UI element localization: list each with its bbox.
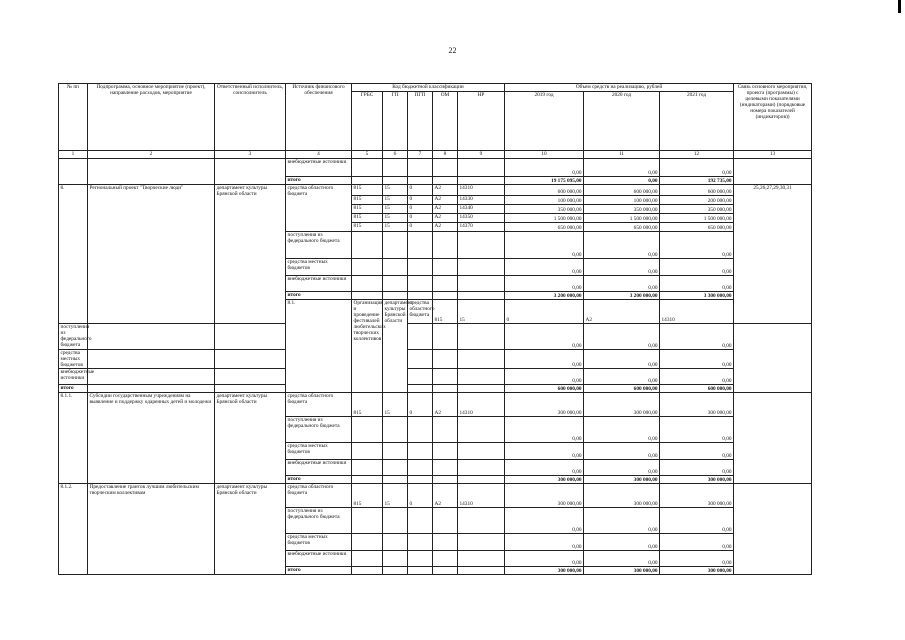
col-number: 5 (352, 151, 383, 159)
header-year: 2021 год (660, 92, 734, 151)
header-year: 2019 год (505, 92, 584, 151)
item-number: 8.1.2. (59, 484, 88, 575)
table-row: итого 300 000,00 300 000,00 300 000,00 (287, 476, 732, 484)
table-row: средства местных бюджетов 0,00 0,00 0,00 (60, 350, 732, 369)
col-number: 8 (433, 151, 458, 159)
table-row: внебюджетные источники 0,00 0,00 0,00 (59, 159, 812, 177)
table-row: 815 15 0 А2 14370 650 000,00 650 000,00 650 000,00 (353, 223, 732, 231)
page-number: 22 (448, 46, 457, 55)
executor-cell: департамент культуры Брянской области (215, 185, 286, 324)
table-row: внебюджетные источники 0,00 0,00 0,00 (287, 551, 732, 567)
item-name: Организация и проведение фестивалей любительских творческих коллективов (352, 300, 383, 393)
table-row: поступления из федерального бюджета 0,00 0,00 0,00 (287, 508, 732, 534)
col-number: 12 (660, 151, 734, 159)
item-name: Региональный проект "Творческие люди" (88, 185, 215, 324)
table-row: поступления из федерального бюджета 0,00 0,00 0,00 (60, 324, 732, 349)
executor-cell: департамент культуры Брянской области (215, 393, 286, 484)
table-row: итого 600 000,00 600 000,00 600 000,00 (60, 385, 732, 393)
header-code: ОМ (433, 92, 458, 151)
table-row: 8. Региональный проект "Творческие люди" департамент культуры Брянской области средства областного бюджета 815 15 0 А2 14310 600 000,00 600 000,00 600 000,00 25,26,27,29,30,31 (59, 185, 812, 196)
header-volume-group: Объем средств на реализацию, рублей (505, 84, 734, 92)
col-number: 10 (505, 151, 584, 159)
table-row: 815 15 0 А2 14350 1 500 000,00 1 500 000,00 1 500 000,00 (353, 214, 732, 222)
source-cell: средства областного бюджета (286, 185, 352, 232)
header-program: Подпрограмма, основное мероприятие (проект), направление расходов, мероприятие (88, 84, 215, 151)
col-number: 4 (286, 151, 352, 159)
col-number: 9 (458, 151, 505, 159)
item-name: Субсидии государственным учреждениям на выявление и поддержку одаренных детей и молодежи (88, 393, 215, 484)
indicator-links: 25,26,27,29,30,31 (734, 185, 812, 324)
executor-cell: департамент культуры Брянской области (383, 300, 408, 393)
col-number: 7 (408, 151, 433, 159)
executor-cell: департамент культуры Брянской области (215, 484, 286, 575)
table-row: 815 15 0 А2 14340 350 000,00 350 000,00 350 000,00 (353, 205, 732, 213)
table-row: итого 300 000,00 300 000,00 300 000,00 (287, 567, 732, 575)
table-row: внебюджетные источники 0,00 0,00 0,00 (287, 276, 732, 291)
col-number: 11 (584, 151, 660, 159)
item-number: 8.1.1. (59, 393, 88, 484)
col-number: 2 (88, 151, 215, 159)
header-no: № пп (59, 84, 88, 151)
col-number: 3 (215, 151, 286, 159)
table-row: 8.1.2. Предоставление грантов лучшим любительским творческим коллективам департамент культуры Брянской области средства областного бюджета 815 15 0 А2 14310 300 000,00 300 000,00 300 000,00 (59, 484, 812, 508)
table-row: итого 19 175 095,00 0,00 192 735,00 (287, 177, 732, 184)
table-row: 8.1. Организация и проведение фестивалей любительских творческих коллективов департамент культуры Брянской области средства областного бюджета 815 15 0 А2 14310 (59, 300, 812, 324)
table-row: внебюджетные источники 0,00 0,00 0,00 (60, 369, 732, 385)
header-source: Источник финансового обеспечения (286, 84, 352, 151)
table-row: внебюджетные источники 0,00 0,00 0,00 (287, 460, 732, 476)
header-year: 2020 год (584, 92, 660, 151)
header-code: ГРБС (352, 92, 383, 151)
table-row: поступления из федерального бюджета 0,00 0,00 0,00 (287, 232, 732, 258)
header-link: Связь основного мероприятия, проекта (программы) с целевыми показателями (индикаторами) (порядковые номера показателей (индикаторов)) (734, 84, 812, 151)
header-code: ГП (383, 92, 408, 151)
col-number: 1 (59, 151, 88, 159)
item-name: Предоставление грантов лучшим любительским творческим коллективам (88, 484, 215, 575)
header-code-group: Код бюджетной классификации (352, 84, 505, 92)
header-code: ПГП (408, 92, 433, 151)
source-cell: внебюджетные источники (286, 159, 352, 177)
item-number: 8. (59, 185, 88, 324)
header-code: НР (458, 92, 505, 151)
col-number: 6 (383, 151, 408, 159)
table-row: итого 3 200 000,00 3 200 000,00 3 300 000,00 (287, 292, 732, 299)
table-row: средства местных бюджетов 0,00 0,00 0,00 (287, 443, 732, 460)
table-row: 8.1.1. Субсидии государственным учреждениям на выявление и поддержку одаренных детей и молодежи департамент культуры Брянской области средства областного бюджета 815 15 0 А2 14310 300 000,00 300 000,00 300 000,00 (59, 393, 812, 417)
table-row: 815 15 0 А2 14330 100 000,00 100 000,00 200 000,00 (353, 196, 732, 204)
table-row: средства местных бюджетов 0,00 0,00 0,00 (287, 259, 732, 275)
col-number: 13 (734, 151, 812, 159)
table-row: поступления из федерального бюджета 0,00 0,00 0,00 (287, 417, 732, 443)
edge-mark (898, 0, 901, 13)
table-row: средства местных бюджетов 0,00 0,00 0,00 (287, 534, 732, 551)
header-executor: Ответственный исполнитель, соисполнитель (215, 84, 286, 151)
item-number: 8.1. (286, 300, 352, 393)
budget-table (58, 83, 812, 575)
